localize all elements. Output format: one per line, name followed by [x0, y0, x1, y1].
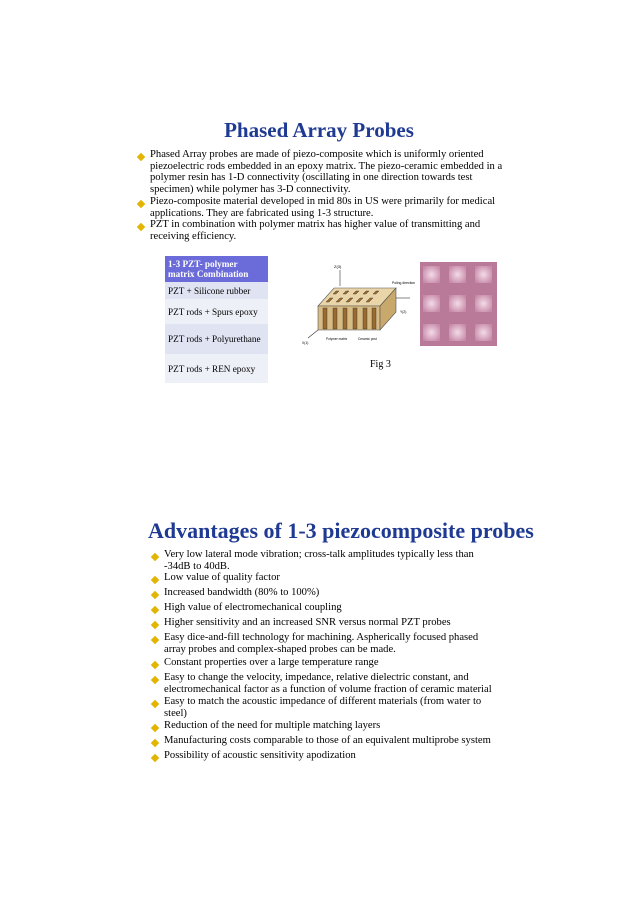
list-item: Reduction of the need for multiple matching layers [164, 720, 381, 731]
list-item: Low value of quality factor [164, 572, 280, 583]
table-row: PZT rods + REN epoxy [165, 354, 268, 383]
list-item: Possibility of acoustic sensitivity apodization [164, 750, 356, 761]
composite-structure-diagram [300, 258, 418, 350]
table-row: PZT rods + Polyurethane [165, 324, 268, 354]
list-item: PZT in combination with polymer matrix has higher value of transmitting and receiving efficiency. [150, 219, 481, 242]
bullet-icon [151, 676, 159, 684]
z-axis-label: Z(3) [334, 264, 342, 269]
bullet-icon [151, 724, 159, 732]
bullet-icon [151, 591, 159, 599]
y-axis-label: Y(2) [400, 310, 407, 314]
list-item: Manufacturing costs comparable to those of an equivalent multiprobe system [164, 735, 491, 746]
section-title: Advantages of 1-3 piezocomposite probes [148, 518, 534, 543]
bullet-icon [151, 700, 159, 708]
table-row: PZT + Silicone rubber [165, 282, 268, 299]
bullet-icon [151, 754, 159, 762]
bullet-icon [137, 223, 145, 231]
ceramic-label: Ceramic post [358, 337, 377, 341]
list-item: Easy to change the velocity, impedance, relative dielectric constant, and electromechanical factor as a function of volume fraction of ceramic material [164, 672, 492, 695]
composite-table [165, 256, 268, 383]
list-item: Piezo-composite material developed in mid 80s in US were primarily for medical applications. They are fabricated using 1-3 structure. [150, 196, 496, 219]
micrograph-image [420, 262, 497, 346]
bullet-icon [137, 200, 145, 208]
x-axis-label: X(1) [302, 341, 309, 345]
x-axis [308, 330, 318, 338]
poling-label: Poling direction [392, 281, 416, 285]
bullet-icon [151, 739, 159, 747]
bullet-icon [151, 553, 159, 561]
bullet-icon [151, 661, 159, 669]
list-item: Easy dice-and-fill technology for machining. Aspherically focused phased array probes and complex-shaped probes can be made. [164, 632, 479, 655]
list-item: Constant properties over a large temperature range [164, 657, 379, 668]
list-item: Phased Array probes are made of piezo-composite which is uniformly oriented piezoelectric rods embedded in an epoxy matrix. The piezo-ceramic embedded in a polymer resin has 1-D connectivity (oscillating in one direction towards test specimen) while polymer has 3-D connectivity. [150, 149, 503, 195]
list-item: High value of electromechanical coupling [164, 602, 342, 613]
bullet-icon [151, 576, 159, 584]
list-item: Easy to match the acoustic impedance of different materials (from water to steel) [164, 696, 482, 719]
list-item: Increased bandwidth (80% to 100%) [164, 587, 320, 598]
table-header: 1-3 PZT- polymer matrix Combination [165, 256, 268, 282]
list-item: Very low lateral mode vibration; cross-talk amplitudes typically less than -34dB to 40dB. [164, 549, 474, 572]
bullet-icon [151, 621, 159, 629]
polymer-label: Polymer matrix [326, 337, 348, 341]
table-row: PZT rods + Spurs epoxy [165, 299, 268, 324]
list-item: Higher sensitivity and an increased SNR versus normal PZT probes [164, 617, 451, 628]
page-title: Phased Array Probes [224, 118, 414, 142]
bullet-icon [151, 636, 159, 644]
bullet-icon [137, 153, 145, 161]
bullet-icon [151, 606, 159, 614]
figure-caption: Fig 3 [370, 359, 391, 370]
